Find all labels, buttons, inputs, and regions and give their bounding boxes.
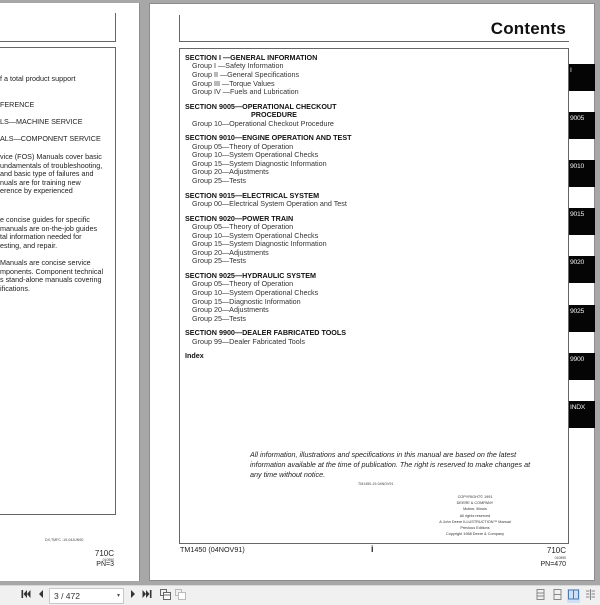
page-left — [0, 3, 140, 581]
toc-section-title[interactable]: SECTION 9010—ENGINE OPERATION AND TEST — [185, 133, 352, 143]
toc-group-entry[interactable]: Group IV —Fuels and Lubrication — [192, 87, 299, 97]
left-page-text-line: ALS—COMPONENT SERVICE — [0, 134, 101, 143]
previous-page-button[interactable] — [35, 589, 47, 603]
first-page-button[interactable] — [20, 589, 32, 603]
toc-group-entry[interactable]: Group 05—Theory of Operation — [192, 279, 294, 289]
toc-group-entry[interactable]: Group III —Torque Values — [192, 78, 275, 88]
fit-width-icon — [160, 589, 171, 600]
toc-group-entry[interactable]: Group 25—Tests — [192, 313, 246, 323]
toc-group-entry[interactable]: Group 15—System Diagnostic Information — [192, 158, 327, 168]
toc-section-title[interactable]: SECTION 9900—DEALER FABRICATED TOOLS — [185, 328, 347, 338]
left-page-text-line: f a total product support — [0, 74, 76, 83]
first-page-icon — [21, 589, 31, 599]
left-page-text-line: undamentals of troubleshooting, — [0, 160, 103, 170]
footer-page-number: PN=470 — [540, 561, 566, 568]
page-title: Contents — [490, 19, 566, 38]
left-page-text-line: Manuals are concise service — [0, 258, 91, 267]
left-page-text-line: s stand-alone manuals covering — [0, 275, 102, 284]
section-thumb-tab: 9015 — [569, 208, 595, 235]
left-page-text-line: esting, and repair. — [0, 240, 58, 250]
section-thumb-tab: 9900 — [569, 353, 595, 380]
page-right — [149, 3, 595, 581]
toc-group-entry[interactable]: Group 10—Operational Checkout Procedure — [192, 118, 334, 128]
toc-group-entry[interactable]: Group 10—System Operational Checks — [192, 287, 319, 297]
copyright-line: Previous Editions — [460, 526, 490, 531]
toc-group-entry[interactable]: Group 10—System Operational Checks — [192, 230, 319, 240]
two-page-icon — [568, 589, 579, 600]
toc-group-entry[interactable]: Group 15—Diagnostic Information — [192, 296, 301, 306]
single-page-icon — [536, 589, 545, 600]
page-dropdown-icon[interactable]: ▾ — [116, 593, 120, 599]
toc-group-entry[interactable]: Group 20—Adjustments — [192, 305, 269, 315]
footer-manual-id: TM1450 (04NOV91) — [180, 545, 245, 554]
toc-section — [185, 134, 555, 185]
left-page-text-line: nuals are for training new — [0, 177, 81, 187]
left-page-text-line: mponents. Component technical — [0, 266, 104, 276]
page-number-input[interactable] — [49, 588, 124, 604]
copyright-line: Copyright 1988 Deere & Company — [445, 532, 505, 537]
toc-section — [185, 103, 555, 128]
toc-section — [185, 272, 555, 323]
toc-section — [185, 352, 555, 360]
copyright-block — [415, 494, 535, 537]
left-page-text-line: tal information needed for — [0, 232, 82, 241]
last-page-button[interactable] — [141, 589, 153, 603]
toc-section-title[interactable]: SECTION 9025—HYDRAULIC SYSTEM — [185, 270, 316, 280]
section-thumb-tab: 9005 — [569, 112, 595, 139]
section-thumb-tab: I — [569, 64, 595, 91]
table-of-contents — [185, 54, 555, 367]
section-thumb-tab: 9020 — [569, 256, 595, 283]
toc-group-entry[interactable]: Group 99—Dealer Fabricated Tools — [192, 336, 305, 346]
toc-section — [185, 215, 555, 266]
left-footer-page-number: PN=3 — [96, 561, 114, 568]
two-page-continuous-icon — [585, 589, 596, 600]
two-page-continuous-view-button[interactable] — [584, 589, 597, 603]
toc-section — [185, 54, 555, 97]
toc-group-entry[interactable]: Group II —General Specifications — [192, 70, 300, 79]
last-page-icon — [142, 589, 152, 599]
toc-section-title[interactable]: SECTION 9015—ELECTRICAL SYSTEM — [185, 190, 320, 200]
disclaimer-notice: All information, illustrations and specifications in this manual are based on the latest information available at the time of publication. The right is reserved to make changes at any time without notice. — [250, 450, 531, 479]
copyright-line: All rights reserved — [459, 513, 491, 518]
toc-section-title-continued[interactable]: PROCEDURE — [251, 110, 297, 120]
continuous-view-button[interactable] — [551, 589, 564, 603]
left-page-text-line: FERENCE — [0, 100, 35, 109]
section-thumb-tab: 9010 — [569, 160, 595, 187]
left-page-text-line: LS—MACHINE SERVICE — [0, 117, 83, 126]
toc-group-entry[interactable]: Group 10—System Operational Checks — [192, 150, 319, 160]
left-page-text-line: e concise guides for specific — [0, 215, 90, 224]
next-page-button[interactable] — [127, 589, 139, 603]
toc-section — [185, 192, 555, 209]
section-thumb-tab: INDX — [569, 401, 595, 428]
toc-group-entry[interactable]: Group 05—Theory of Operation — [192, 141, 294, 151]
toc-group-entry[interactable]: Group 15—System Diagnostic Information — [192, 239, 327, 249]
bottom-toolbar — [0, 585, 600, 605]
notice-code: TM1450-19-04NOV91 — [358, 482, 394, 486]
section-thumb-tab: 9025 — [569, 305, 595, 332]
left-page-text-line: manuals are on-the-job guides — [0, 223, 98, 233]
copy-page-button[interactable] — [174, 589, 186, 603]
copyright-line: Moline, Illinois — [463, 507, 487, 512]
two-page-view-button[interactable] — [567, 589, 580, 603]
continuous-page-icon — [553, 589, 562, 600]
left-page-text-line: erence by experienced — [0, 186, 73, 195]
left-page-text-line: ifications. — [0, 283, 30, 293]
copyright-line: A John Deere ILLUSTRUCTION™ Manual — [439, 519, 511, 524]
footer-page-roman: i — [371, 544, 374, 554]
toc-group-entry[interactable]: Group 25—Tests — [192, 256, 246, 266]
left-footer-code: DX,TMFC -19-04JUN90 — [45, 538, 84, 542]
toc-section-title[interactable]: SECTION I —GENERAL INFORMATION — [185, 53, 318, 62]
toc-group-entry[interactable]: Group 25—Tests — [192, 175, 246, 185]
toc-group-entry[interactable]: Group 20—Adjustments — [192, 247, 269, 257]
copyright-line: COPYRIGHT© 1991 — [457, 495, 493, 499]
copy-page-icon — [175, 589, 186, 600]
toc-group-entry[interactable]: Group 20—Adjustments — [192, 167, 269, 177]
left-page-text-line: vice (FOS) Manuals cover basic — [0, 152, 102, 161]
single-page-view-button[interactable] — [534, 589, 547, 603]
copyright-line: DEERE & COMPANY — [456, 501, 494, 506]
toc-group-entry[interactable]: Group 00—Electrical System Operation and Test — [192, 198, 347, 208]
footer-small-code: 010590 — [554, 556, 566, 560]
footer-model: 710C — [546, 546, 566, 555]
left-page-header-box — [0, 13, 116, 42]
toc-section-title[interactable]: Index — [185, 351, 204, 361]
next-page-icon — [129, 589, 137, 599]
left-footer-small-code: 010590 — [102, 558, 114, 562]
toc-section-title[interactable]: SECTION 9005—OPERATIONAL CHECKOUT — [185, 101, 337, 111]
toc-section — [185, 329, 555, 346]
page-indicator-text: 3 / 472 — [54, 591, 80, 601]
toc-section-title[interactable]: SECTION 9020—POWER TRAIN — [185, 213, 294, 223]
previous-page-icon — [37, 589, 45, 599]
toc-group-entry[interactable]: Group 05—Theory of Operation — [192, 221, 294, 231]
left-footer-model: 710C — [94, 549, 114, 558]
fit-width-button[interactable] — [159, 589, 171, 603]
toc-group-entry[interactable]: Group I —Safety Information — [192, 61, 284, 71]
left-page-text-line: and basic type of failures and — [0, 169, 94, 178]
